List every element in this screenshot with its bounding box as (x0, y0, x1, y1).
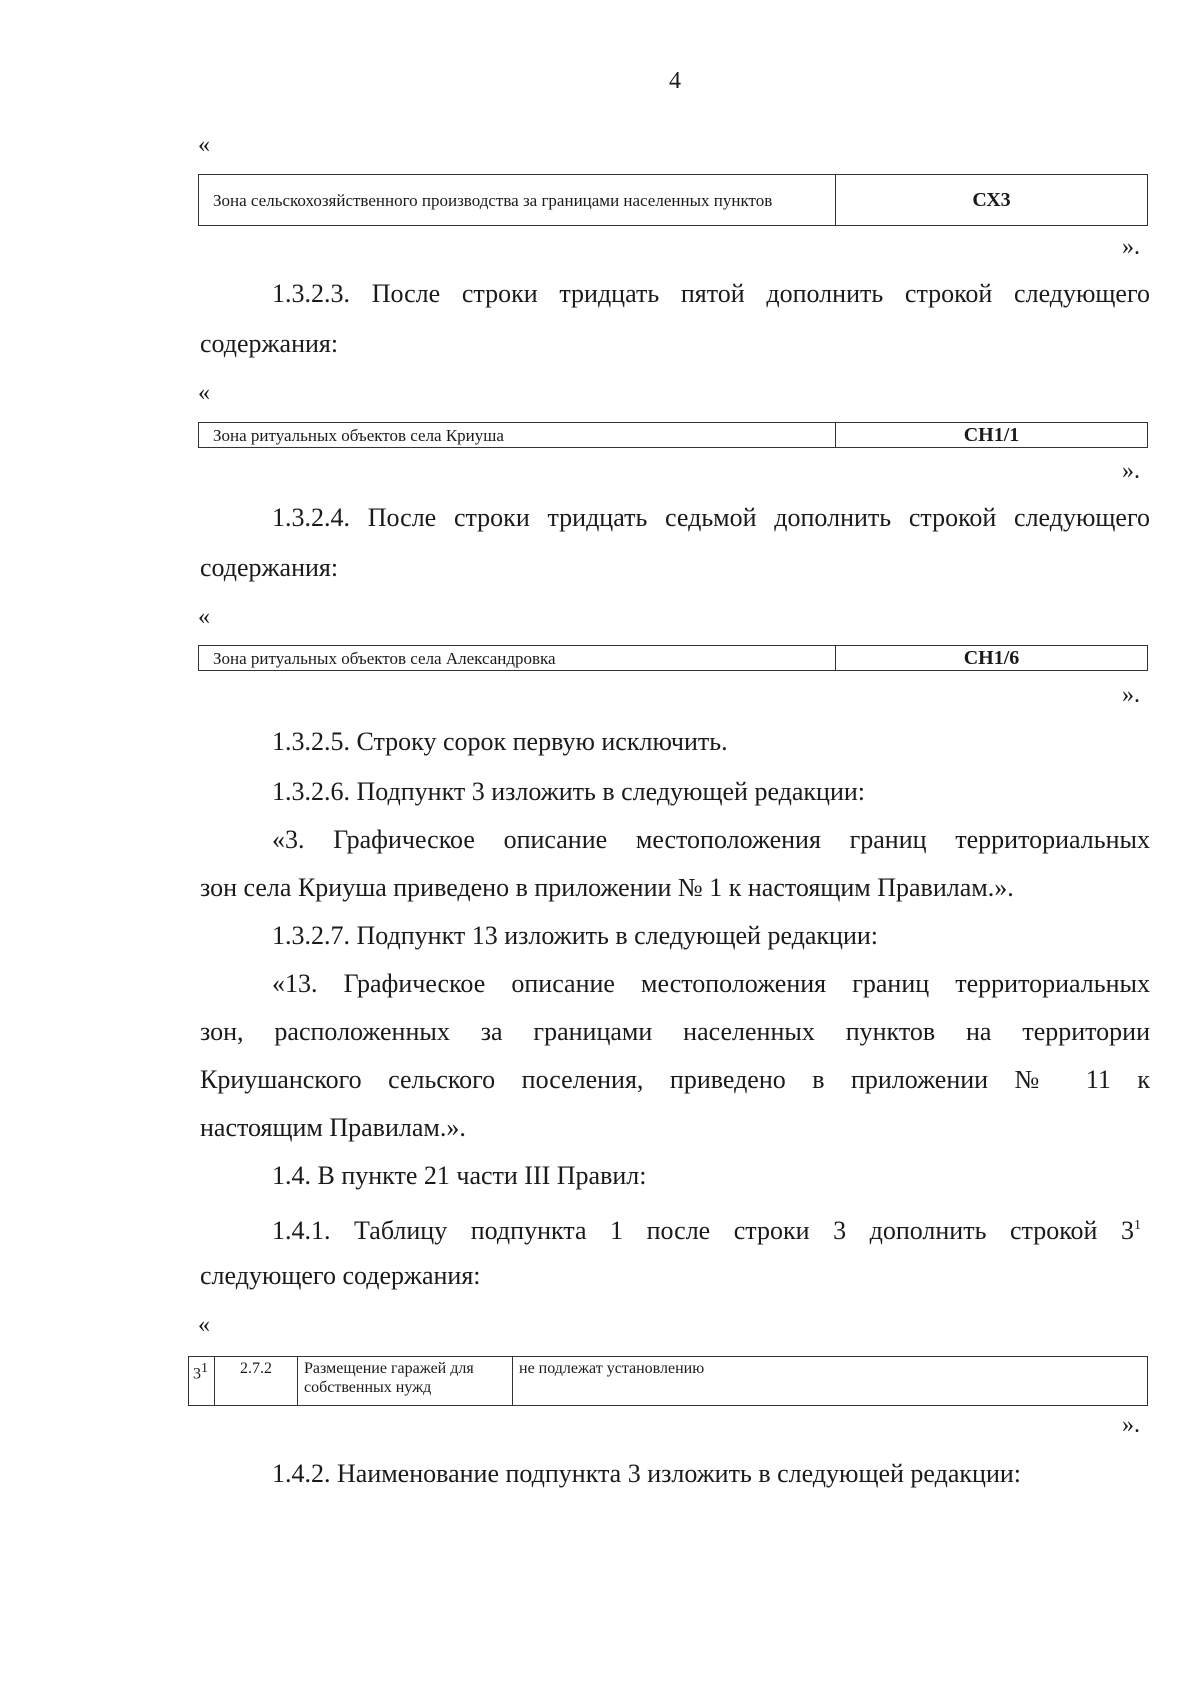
paragraph-1326: 1.3.2.6. Подпункт 3 изложить в следующей редакции: (272, 777, 866, 806)
quote-13-line-2: зон, расположенных за границами населенных пунктов на территории (200, 1017, 1150, 1046)
zone-code-cell: СН1/1 (836, 423, 1148, 448)
paragraph-142: 1.4.2. Наименование подпункта 3 изложить в следующей редакции: (272, 1459, 1021, 1488)
zone-code-cell: СХ3 (836, 175, 1148, 226)
paragraph-1323: 1.3.2.3. После строки тридцать пятой дополнить строкой следующего (272, 279, 1150, 308)
superscript: 1 (1134, 1218, 1141, 1233)
close-quote: ». (1122, 234, 1140, 260)
paragraph-141-text: 1.4.1. Таблицу подпункта 1 после строки 3 дополнить строкой 3 (272, 1215, 1134, 1245)
close-quote: ». (1122, 682, 1140, 708)
quote-13-line-1: «13. Графическое описание местоположения границ территориальных (272, 969, 1150, 998)
quote-13-line-3: Криушанского сельского поселения, приведено в приложении № 11 к (200, 1065, 1150, 1094)
limits-cell: не подлежат установлению (513, 1357, 1148, 1406)
page-number: 4 (669, 68, 681, 94)
land-use-table (188, 1356, 1148, 1406)
use-name-cell: Размещение гаражей для собственных нужд (298, 1357, 513, 1406)
paragraph-141-cont: следующего содержания: (200, 1261, 481, 1290)
paragraph-1324: 1.3.2.4. После строки тридцать седьмой дополнить строкой следующего (272, 503, 1150, 532)
open-quote: « (198, 604, 210, 630)
close-quote: ». (1122, 458, 1140, 484)
close-quote: ». (1122, 1412, 1140, 1438)
open-quote: « (198, 380, 210, 406)
paragraph-1324-cont: содержания: (200, 553, 339, 582)
paragraph-14: 1.4. В пункте 21 части III Правил: (272, 1161, 647, 1190)
paragraph-141 (272, 1210, 1150, 1247)
zone-table-3 (198, 645, 1148, 671)
quote-13-line-4: настоящим Правилам.». (200, 1113, 466, 1142)
zone-name-cell: Зона ритуальных объектов села Александровка (199, 646, 836, 671)
paragraph-1325: 1.3.2.5. Строку сорок первую исключить. (272, 727, 728, 756)
row-number-sup: 1 (201, 1361, 208, 1376)
open-quote: « (198, 132, 210, 158)
quote-3-line-2: зон села Криуша приведено в приложении № 1 к настоящим Правилам.». (200, 873, 1014, 902)
row-number-cell (189, 1357, 215, 1406)
zone-name-cell: Зона ритуальных объектов села Криуша (199, 423, 836, 448)
use-code-cell: 2.7.2 (215, 1357, 298, 1406)
zone-table-1 (198, 174, 1148, 226)
zone-name-cell: Зона сельскохозяйственного производства за границами населенных пунктов (199, 175, 836, 226)
open-quote: « (198, 1312, 210, 1338)
paragraph-1327: 1.3.2.7. Подпункт 13 изложить в следующей редакции: (272, 921, 879, 950)
zone-table-2 (198, 422, 1148, 448)
row-number: 3 (193, 1365, 201, 1383)
quote-3-line-1: «3. Графическое описание местоположения границ территориальных (272, 825, 1150, 854)
paragraph-1323-cont: содержания: (200, 329, 339, 358)
zone-code-cell: СН1/6 (836, 646, 1148, 671)
